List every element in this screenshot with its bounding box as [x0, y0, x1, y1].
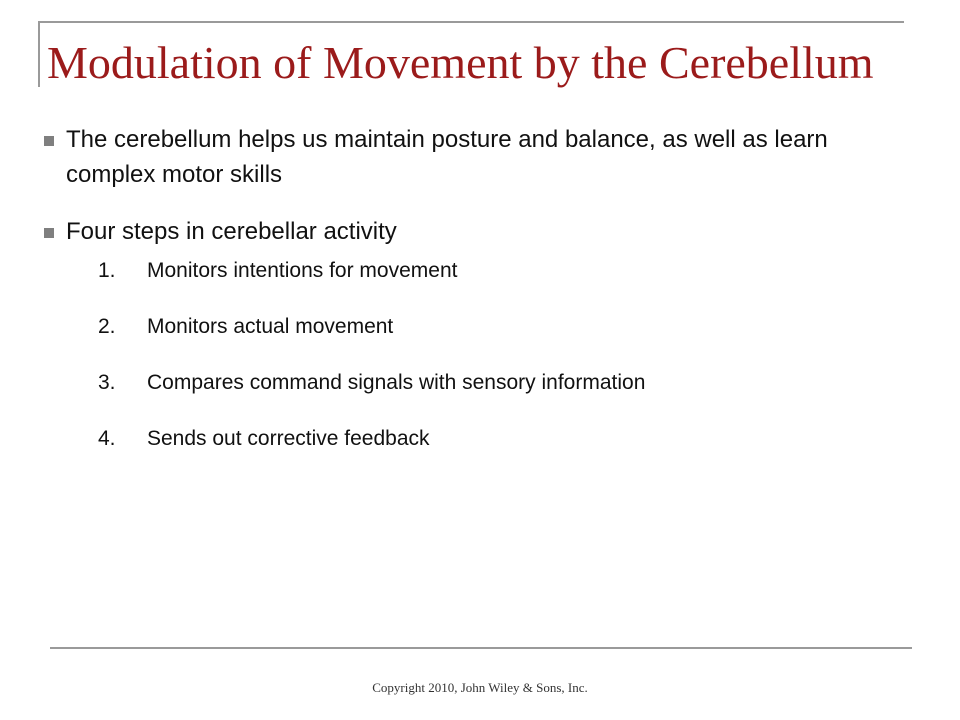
bullet-list	[44, 122, 894, 483]
footer-divider	[50, 647, 912, 649]
step-text: Sends out corrective feedback	[147, 427, 430, 450]
bullet-text: The cerebellum helps us maintain posture and balance, as well as learn complex motor skills	[66, 126, 828, 188]
step-number: 4.	[98, 427, 116, 450]
bullet-item	[44, 214, 894, 483]
square-bullet-icon	[44, 228, 54, 238]
step-item	[66, 371, 894, 427]
step-item	[66, 427, 894, 483]
frame-left-line	[38, 21, 40, 87]
step-item	[66, 315, 894, 371]
step-number: 3.	[98, 371, 116, 394]
frame-top-line	[38, 21, 904, 23]
step-item	[66, 259, 894, 315]
slide-title: Modulation of Movement by the Cerebellum	[47, 37, 874, 88]
step-number: 2.	[98, 315, 116, 338]
copyright-footer: Copyright 2010, John Wiley & Sons, Inc.	[372, 680, 588, 695]
step-number: 1.	[98, 259, 116, 282]
step-text: Compares command signals with sensory information	[147, 371, 646, 394]
numbered-step-list	[66, 259, 894, 483]
square-bullet-icon	[44, 136, 54, 146]
bullet-text: Four steps in cerebellar activity	[66, 218, 397, 245]
step-text: Monitors intentions for movement	[147, 259, 458, 282]
step-text: Monitors actual movement	[147, 315, 394, 338]
bullet-item	[44, 122, 894, 192]
